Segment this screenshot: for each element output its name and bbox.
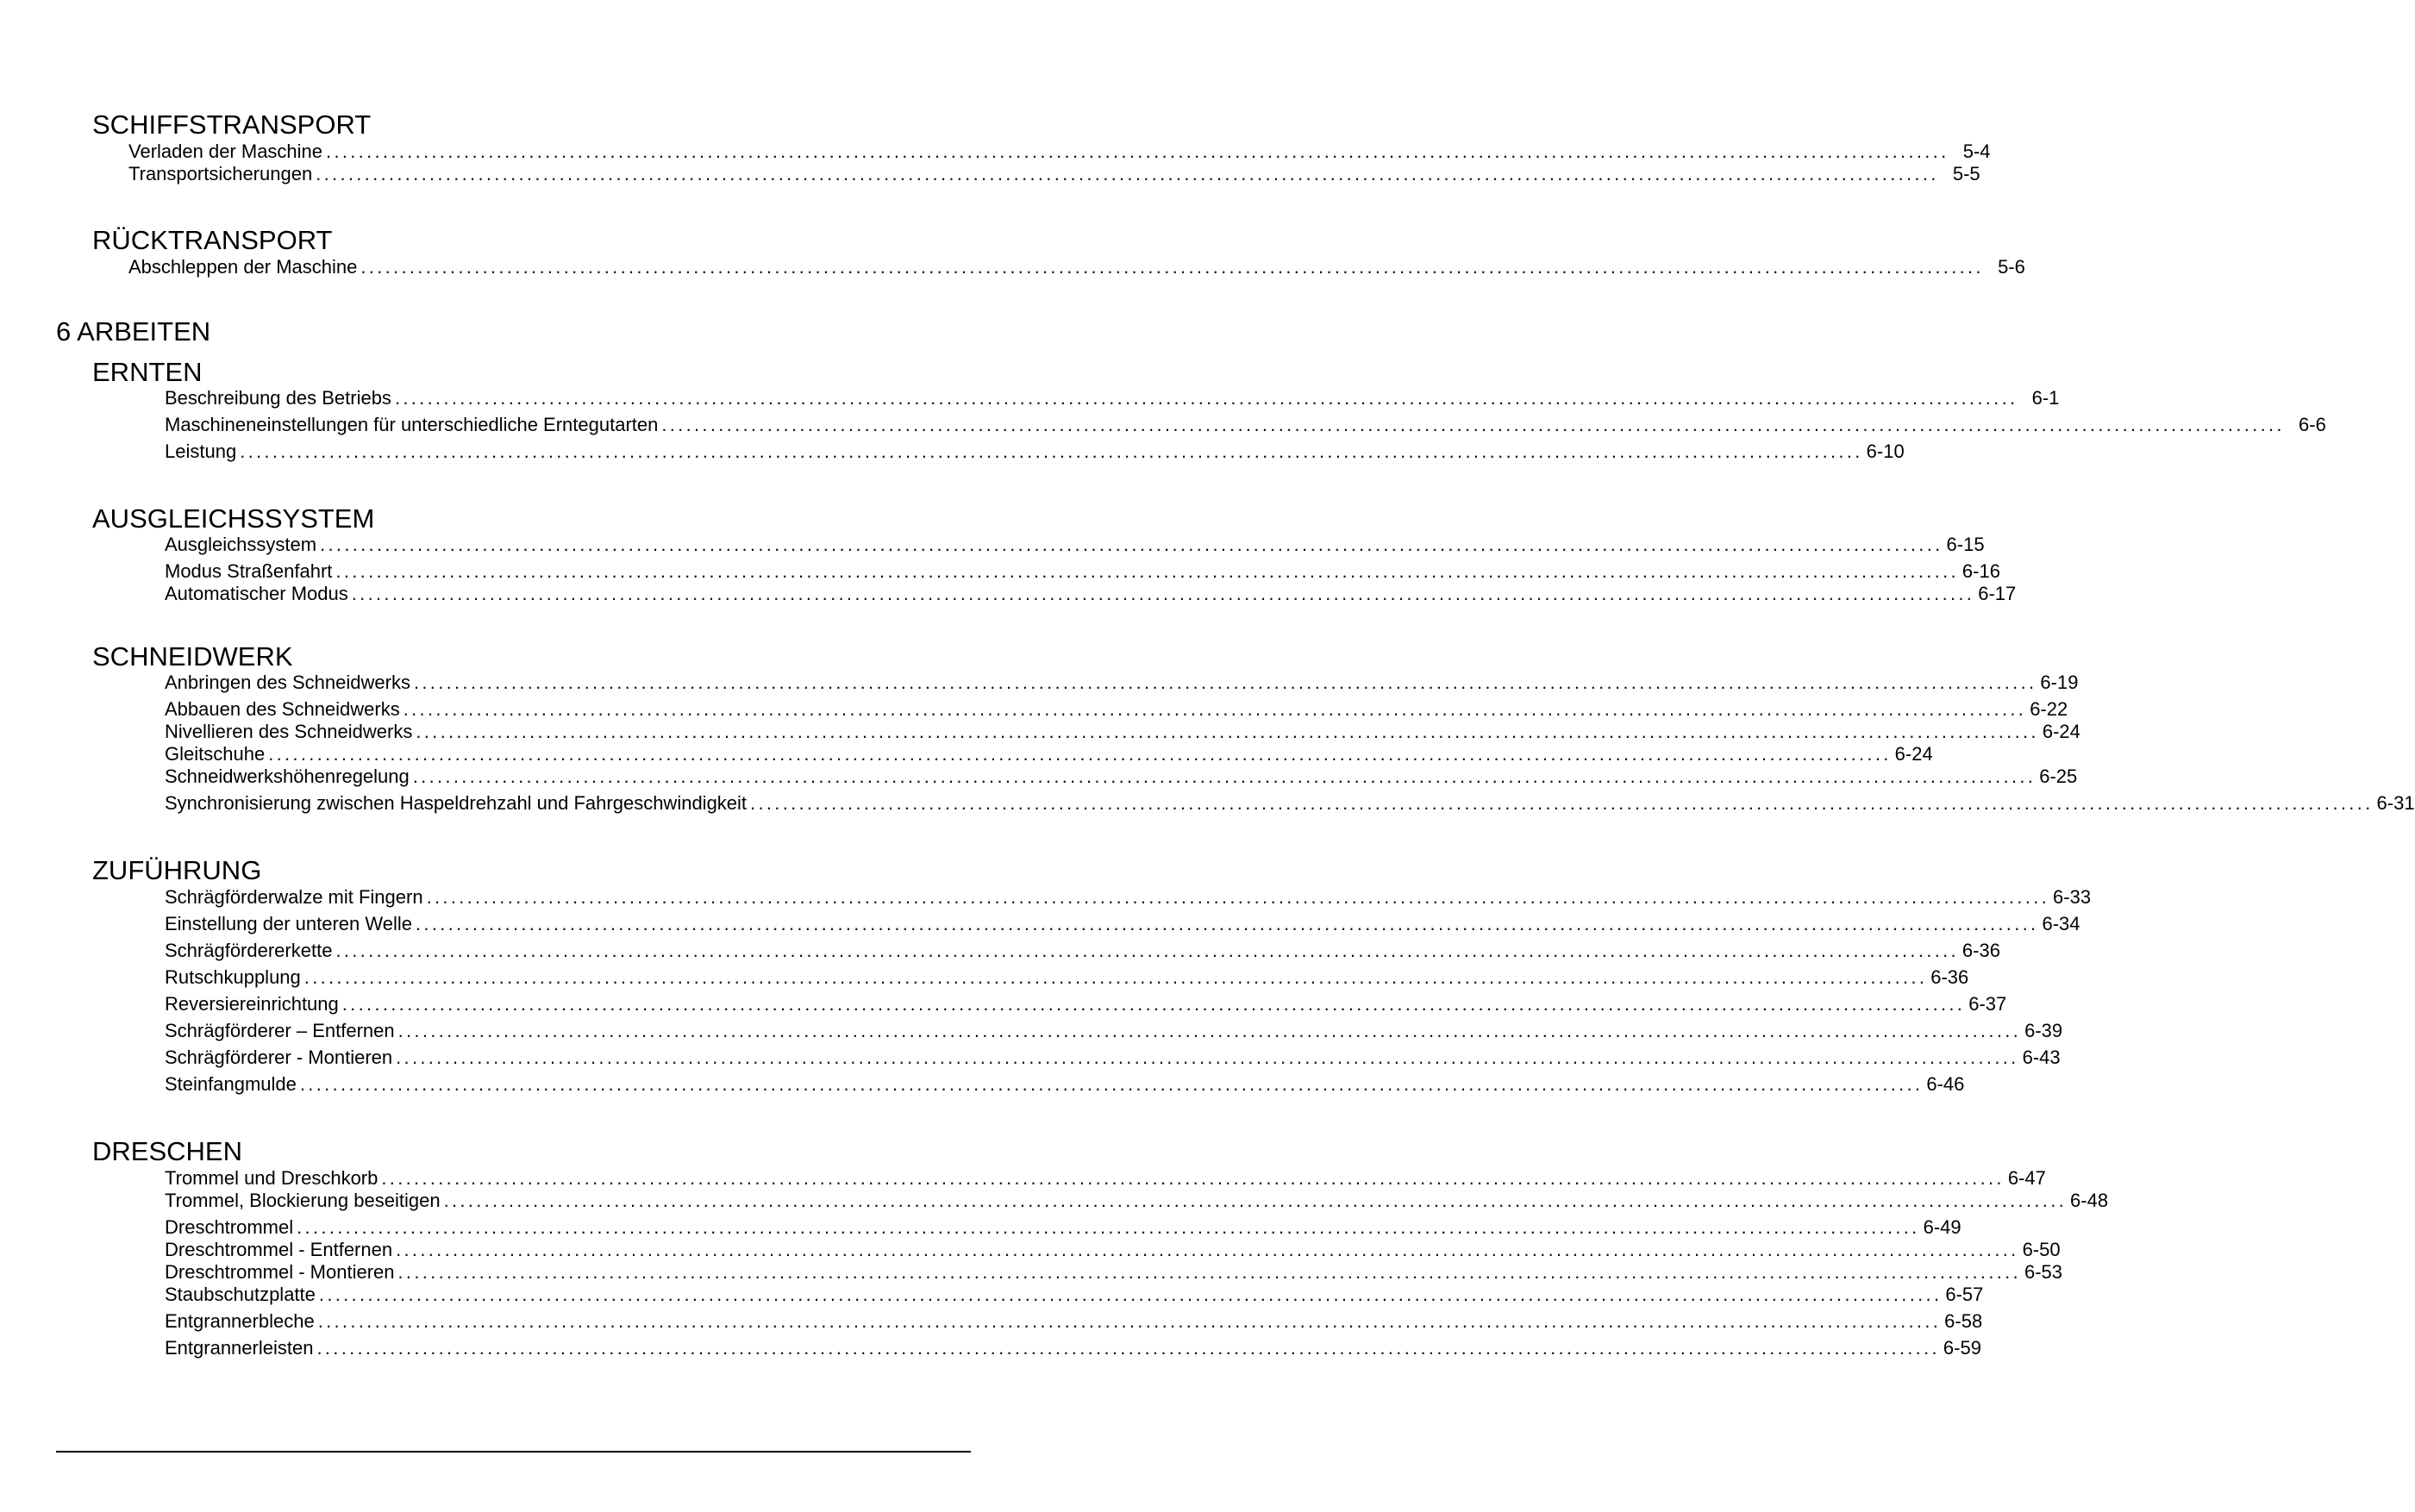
toc-entry-page: 6-58 [1944,1310,1983,1332]
toc-entry-title: Schneidwerkshöhenregelung [165,765,410,787]
toc-entry-page: 6-17 [1978,583,2017,604]
toc-leader-dots: ........................................................................................................................................................................................................ [416,721,2039,742]
toc-leader-dots: ........................................................................................................................................................................................................ [240,440,1863,462]
toc-leader-dots: ........................................................................................................................................................................................................ [341,993,1966,1015]
section-heading: SCHIFFSTRANSPORT [92,109,372,140]
toc-entry-page: 6-36 [1961,940,2000,961]
toc-entry-page: 6-19 [2040,672,2079,693]
toc-entry-title: Ausgleichssystem [165,534,317,555]
chapter-heading: 6 ARBEITEN [56,316,211,347]
toc-leader-dots: ........................................................................................................................................................................................................ [297,1216,1920,1238]
toc-leader-dots: ........................................................................................................................................................................................................ [416,913,2039,934]
toc-leader-dots: ........................................................................................................................................................................................................ [316,1337,1940,1359]
toc-leader-dots: ........................................................................................................................................................................................................ [403,698,2027,720]
toc-leader-dots: ........................................................................................................................................................................................................ [317,1310,1942,1332]
toc-entry-page: 6-16 [1961,560,2000,582]
toc-entry-page: 6-57 [1945,1284,1984,1305]
toc-entry-page: 5-4 [1962,141,1991,162]
toc-entry-title: Entgrannerleisten [165,1337,314,1359]
toc-entry-title: Trommel und Dreschkorb [165,1167,379,1189]
footer-rule [56,1451,971,1453]
toc-leader-dots: ........................................................................................................................................................................................................ [426,886,2050,908]
toc-entry[interactable] [165,440,1905,463]
toc-entry-page: 5-6 [1998,256,2025,278]
toc-entry-title: Modus Straßenfahrt [165,560,333,582]
toc-entry-page: 6-49 [1923,1216,1961,1238]
toc-entry-title: Gleitschuhe [165,743,266,765]
toc-entry-title: Schrägförderer – Entfernen [165,1020,395,1041]
toc-entry-title: Abbauen des Schneidwerks [165,698,400,720]
toc-entry[interactable] [165,721,2080,743]
toc-entry[interactable] [165,886,2092,909]
toc-entry-title: Dreschtrommel [165,1216,294,1238]
toc-entry-title: Anbringen des Schneidwerks [165,672,410,693]
toc-leader-dots: ........................................................................................................................................................................................................ [397,1020,2022,1041]
toc-entry[interactable] [165,1310,1983,1333]
toc-entry[interactable] [165,387,2060,409]
toc-entry-page: 6-48 [2070,1190,2109,1211]
toc-entry-title: Verladen der Maschine [128,141,323,162]
toc-leader-dots: ........................................................................................................................................................................................................ [318,1284,1943,1305]
toc-entry[interactable] [165,534,1985,556]
toc-entry-title: Trommel, Blockierung beseitigen [165,1190,441,1211]
toc-entry-page: 6-53 [2024,1261,2063,1283]
toc-entry-page: 6-22 [2030,698,2068,720]
toc-entry[interactable] [165,1216,1961,1239]
toc-entry[interactable] [165,1284,1984,1306]
section-heading: DRESCHEN [92,1136,242,1166]
toc-entry-title: Entgrannerbleche [165,1310,315,1332]
toc-entry-page: 6-47 [2007,1167,2046,1189]
toc-entry-title: Dreschtrommel - Montieren [165,1261,395,1283]
toc-leader-dots: ........................................................................................................................................................................................................ [750,792,2374,814]
toc-leader-dots: ........................................................................................................................................................................................................ [381,1167,2005,1189]
toc-entry-title: Reversiereinrichtung [165,993,339,1015]
toc-entry-page: 6-24 [2042,721,2080,742]
toc-entry-title: Schrägförderwalze mit Fingern [165,886,423,908]
toc-entry[interactable] [165,672,2079,694]
toc-entry[interactable] [165,1167,2046,1190]
toc-entry-page: 6-24 [1894,743,1933,765]
toc-leader-dots: ........................................................................................................................................................................................................ [335,940,1959,961]
section-heading: ERNTEN [92,357,203,387]
section-heading: ZUFÜHRUNG [92,855,262,885]
toc-entry[interactable] [128,163,1980,185]
toc-entry-page: 6-39 [2024,1020,2063,1041]
section-heading: RÜCKTRANSPORT [92,225,333,255]
toc-entry-page: 6-6 [2299,414,2326,435]
toc-entry-title: Schrägförderer - Montieren [165,1047,393,1068]
toc-entry[interactable] [165,1261,2063,1284]
toc-entry[interactable] [165,792,2415,815]
toc-entry-page: 6-1 [2031,387,2060,409]
toc-entry[interactable] [165,1337,1981,1359]
toc-entry[interactable] [165,1190,2109,1212]
toc-entry-page: 6-36 [1930,966,1969,988]
toc-entry[interactable] [165,743,1933,765]
toc-entry[interactable] [165,1047,2061,1069]
toc-leader-dots: ........................................................................................................................................................................................................ [661,414,2285,435]
toc-entry-title: Automatischer Modus [165,583,348,604]
toc-leader-dots: ........................................................................................................................................................................................................ [394,387,2018,409]
toc-entry[interactable] [128,256,2025,278]
toc-entry-title: Leistung [165,440,237,462]
toc-entry-page: 6-25 [2039,765,2078,787]
toc-entry-page: 6-10 [1866,440,1905,462]
toc-entry-page: 6-59 [1943,1337,1981,1359]
toc-entry-title: Dreschtrommel - Entfernen [165,1239,393,1260]
toc-leader-dots: ........................................................................................................................................................................................................ [397,1261,2021,1283]
toc-entry-title: Schrägfördererkette [165,940,333,961]
section-heading: SCHNEIDWERK [92,641,293,672]
toc-leader-dots: ........................................................................................................................................................................................................ [396,1047,2019,1068]
toc-entry-page: 6-37 [1968,993,2007,1015]
toc-entry[interactable] [165,583,2017,605]
toc-entry-page: 6-50 [2022,1239,2061,1260]
toc-leader-dots: ........................................................................................................................................................................................................ [351,583,1975,604]
toc-entry-title: Steinfangmulde [165,1073,297,1095]
toc-entry[interactable] [165,913,2080,935]
toc-entry-title: Staubschutzplatte [165,1284,316,1305]
toc-entry[interactable] [165,560,2000,583]
toc-leader-dots: ........................................................................................................................................................................................................ [320,534,1943,555]
toc-entry[interactable] [165,966,1969,989]
toc-leader-dots: ........................................................................................................................................................................................................ [268,743,1892,765]
toc-entry-page: 6-15 [1946,534,1985,555]
toc-entry-page: 6-33 [2053,886,2092,908]
toc-entry-title: Einstellung der unteren Welle [165,913,412,934]
toc-entry-page: 6-46 [1926,1073,1965,1095]
toc-entry-page: 5-5 [1952,163,1980,184]
toc-entry-title: Nivellieren des Schneidwerks [165,721,413,742]
toc-entry[interactable] [165,698,2068,721]
toc-leader-dots: ........................................................................................................................................................................................................ [443,1190,2068,1211]
toc-leader-dots: ........................................................................................................................................................................................................ [412,765,2036,787]
toc-entry[interactable] [165,940,2000,962]
toc-entry[interactable] [165,414,2326,436]
toc-leader-dots: ........................................................................................................................................................................................................ [326,141,1949,162]
toc-entry[interactable] [165,1073,1965,1096]
toc-entry-page: 6-43 [2022,1047,2061,1068]
toc-entry-page: 6-31 [2376,792,2415,814]
toc-entry[interactable] [165,1239,2061,1261]
toc-entry-title: Rutschkupplung [165,966,301,988]
toc-leader-dots: ........................................................................................................................................................................................................ [396,1239,2019,1260]
toc-leader-dots: ........................................................................................................................................................................................................ [303,966,1928,988]
toc-entry[interactable] [165,1020,2063,1042]
toc-entry-title: Transportsicherungen [128,163,313,184]
toc-entry-title: Abschleppen der Maschine [128,256,358,278]
toc-leader-dots: ........................................................................................................................................................................................................ [299,1073,1924,1095]
toc-entry-title: Beschreibung des Betriebs [165,387,391,409]
toc-leader-dots: ........................................................................................................................................................................................................ [413,672,2037,693]
toc-leader-dots: ........................................................................................................................................................................................................ [316,163,1939,184]
toc-entry-page: 6-34 [2042,913,2080,934]
toc-entry-title: Synchronisierung zwischen Haspeldrehzahl und Fahrgeschwindigkeit [165,792,748,814]
section-heading: AUSGLEICHSSYSTEM [92,503,375,534]
toc-entry[interactable] [165,765,2078,788]
toc-entry-title: Maschineneinstellungen für unterschiedliche Erntegutarten [165,414,659,435]
toc-entry[interactable] [128,141,1991,163]
toc-leader-dots: ........................................................................................................................................................................................................ [360,256,1984,278]
toc-leader-dots: ........................................................................................................................................................................................................ [335,560,1959,582]
toc-entry[interactable] [165,993,2007,1015]
